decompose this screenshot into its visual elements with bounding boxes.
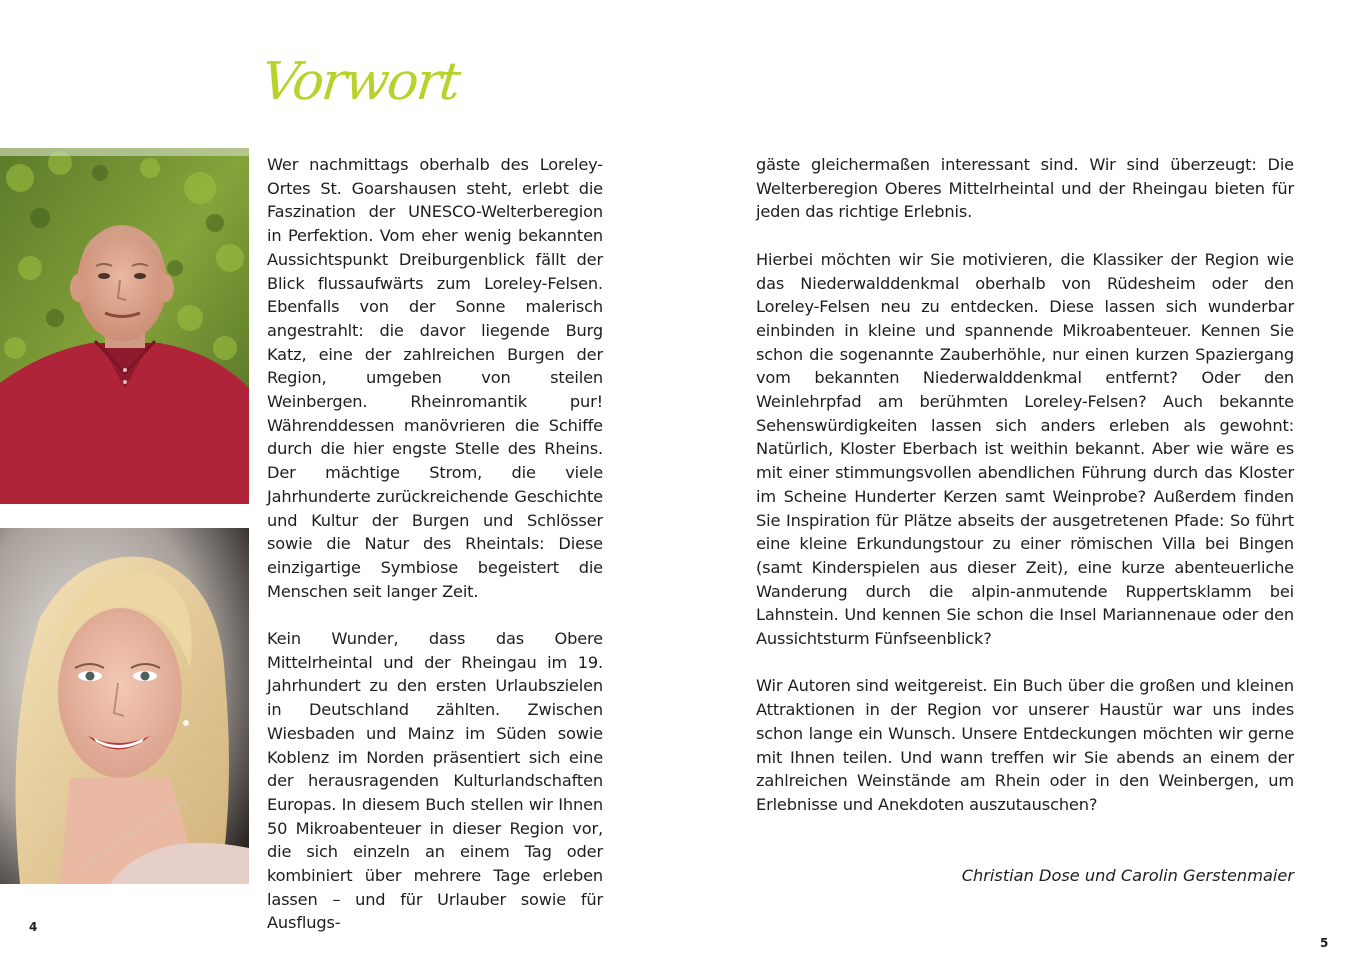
paragraph: Hierbei möchten wir Sie motivieren, die Klassiker der Region wie das Niederwalddenkmal oberhalb von Rüdesheim oder den Loreley-Felsen neu zu entdecken. Diese lassen sich wunderbar einbinden in kleine und spannende Mikroabenteuer. Kennen Sie schon die sogenannte Zauberhöhle, nur einen kurzen Spaziergang vom bekannten Niederwalddenkmal entfernt? Oder den Weinlehrpfad am berühmten Loreley-Felsen? Auch bekannte Sehenswürdigkeiten lassen sich anders erleben als gewohnt: Natürlich, Kloster Eberbach ist weithin bekannt. Aber wie wäre es mit einer stimmungsvollen abendlichen Führung durch das Kloster im Scheine Hunderter Kerzen samt Weinprobe? Außerdem finden Sie Inspiration für Plätze abseits der ausgetretenen Pfade: So führt eine kleine Erkundungstour zu einer römischen Villa bei Bingen (samt Kinderspielen aus dieser Zeit), eine kurze abenteuerliche Wanderung durch die alpin-anmutende Ruppertsklamm bei Lahnstein. Und kennen Sie schon die Insel Mariannenaue oder den Aussichtsturm Fünfseenblick?	[756, 249, 1294, 649]
author-signature: Christian Dose und Carolin Gerstenmaier	[961, 866, 1294, 885]
page-title: Vorwort	[258, 52, 462, 112]
left-text-column	[267, 153, 603, 935]
page-number-left: 4	[29, 920, 38, 934]
paragraph: Wer nachmittags oberhalb des Loreley-Ortes St. Goarshausen steht, erlebt die Faszination der UNESCO-Welterberegion in Perfektion. Vom eher wenig bekannten Aussichtspunkt Dreiburgenblick fällt der Blick flussaufwärts zum Loreley-Felsen. Ebenfalls von der Sonne malerisch angestrahlt: die davor liegende Burg Katz, eine der zahlreichen Burgen der Region, umgeben von steilen Weinbergen. Rheinromantik pur! Währenddessen manövrieren die Schiffe durch die hier engste Stelle des Rheins. Der mächtige Strom, die viele Jahrhunderte zurückreichende Geschichte und Kultur der Burgen und Schlösser sowie die Natur des Rheintals: Diese einzigartige Symbiose begeistert die Menschen seit langer Zeit.	[267, 155, 603, 601]
paragraph: gäste gleichermaßen interessant sind. Wir sind überzeugt: Die Welterberegion Oberes Mittelrheintal und der Rheingau bieten für jeden das richtige Erlebnis.	[756, 155, 1294, 222]
author-photo-carolin	[0, 528, 249, 884]
right-text-column	[756, 153, 1294, 817]
page-number-right: 5	[1320, 936, 1329, 950]
paragraph: Kein Wunder, dass das Obere Mittelrheintal und der Rheingau im 19. Jahrhundert zu den ersten Urlaubszielen in Deutschland zählten. Zwischen Wiesbaden und Mainz im Süden sowie Koblenz im Norden präsentiert sich eine der herausragenden Kulturlandschaften Europas. In diesem Buch stellen wir Ihnen 50 Mikroabenteuer in dieser Region vor, die sich einzeln an einem Tag oder kombiniert über mehrere Tage erleben lassen – und für Urlauber sowie für Ausflugs-	[267, 629, 603, 933]
author-photo-christian	[0, 148, 249, 504]
paragraph: Wir Autoren sind weitgereist. Ein Buch über die großen und kleinen Attraktionen in der Region vor unserer Haustür war uns indes schon lange ein Wunsch. Unsere Entdeckungen möchten wir gerne mit Ihnen teilen. Und wann treffen wir Sie abends an einem der zahlreichen Weinstände am Rhein oder in den Weinbergen, um Erlebnisse und Anekdoten auszutauschen?	[756, 676, 1294, 814]
